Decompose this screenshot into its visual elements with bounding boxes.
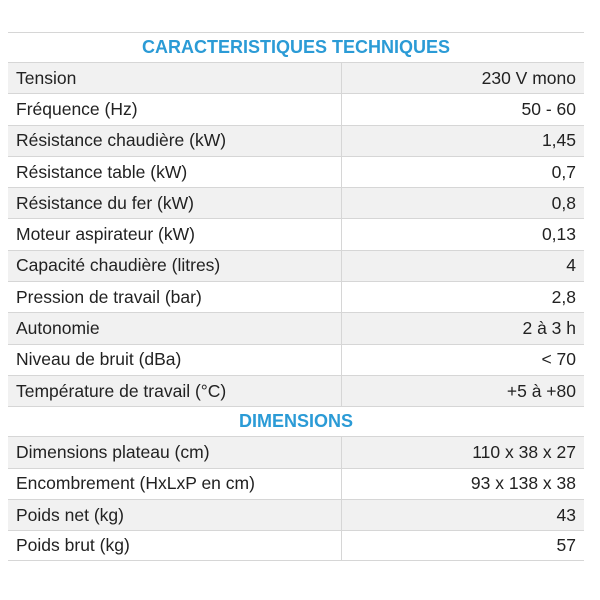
table-row (8, 125, 584, 156)
spec-value: 0,7 (551, 161, 576, 182)
table-row (8, 530, 584, 561)
spec-value: 0,13 (541, 224, 576, 245)
spec-value: 0,8 (551, 192, 576, 213)
spec-label: Autonomie (8, 313, 342, 343)
spec-value: 230 V mono (481, 67, 576, 88)
spec-label: Température de travail (°C) (8, 376, 342, 406)
spec-label: Résistance du fer (kW) (8, 188, 342, 218)
spec-value: 57 (556, 535, 576, 556)
spec-label: Tension (8, 63, 342, 93)
spec-label: Moteur aspirateur (kW) (8, 219, 342, 249)
spec-label: Pression de travail (bar) (8, 282, 342, 312)
spec-value: 43 (556, 504, 576, 525)
table-row (8, 62, 584, 93)
table-row (8, 468, 584, 499)
spec-value: 93 x 138 x 38 (470, 473, 576, 494)
spec-label: Capacité chaudière (litres) (8, 251, 342, 281)
spec-value: 2,8 (551, 286, 576, 307)
spec-label: Poids brut (kg) (8, 531, 342, 560)
spec-value: 110 x 38 x 27 (472, 441, 576, 462)
tech-section-title: CARACTERISTIQUES TECHNIQUES (8, 32, 584, 62)
table-row (8, 93, 584, 124)
spec-value: 50 - 60 (521, 98, 576, 119)
table-row (8, 375, 584, 406)
table-row (8, 187, 584, 218)
spec-label: Dimensions plateau (cm) (8, 437, 342, 467)
table-row (8, 250, 584, 281)
spec-value: 1,45 (541, 130, 576, 151)
spec-value: +5 à +80 (506, 380, 576, 401)
spec-label: Résistance chaudière (kW) (8, 126, 342, 156)
spec-value: 4 (566, 255, 576, 276)
spec-label: Encombrement (HxLxP en cm) (8, 469, 342, 499)
table-row (8, 281, 584, 312)
table-row (8, 218, 584, 249)
table-row (8, 312, 584, 343)
spec-sheet (8, 32, 584, 561)
spec-label: Niveau de bruit (dBa) (8, 345, 342, 375)
table-row (8, 499, 584, 530)
spec-value: < 70 (541, 349, 576, 370)
dimensions-section-title: DIMENSIONS (8, 406, 584, 436)
spec-label: Résistance table (kW) (8, 157, 342, 187)
table-row (8, 436, 584, 467)
table-row (8, 344, 584, 375)
spec-label: Fréquence (Hz) (8, 94, 342, 124)
spec-label: Poids net (kg) (8, 500, 342, 530)
table-row (8, 156, 584, 187)
spec-value: 2 à 3 h (522, 318, 576, 339)
